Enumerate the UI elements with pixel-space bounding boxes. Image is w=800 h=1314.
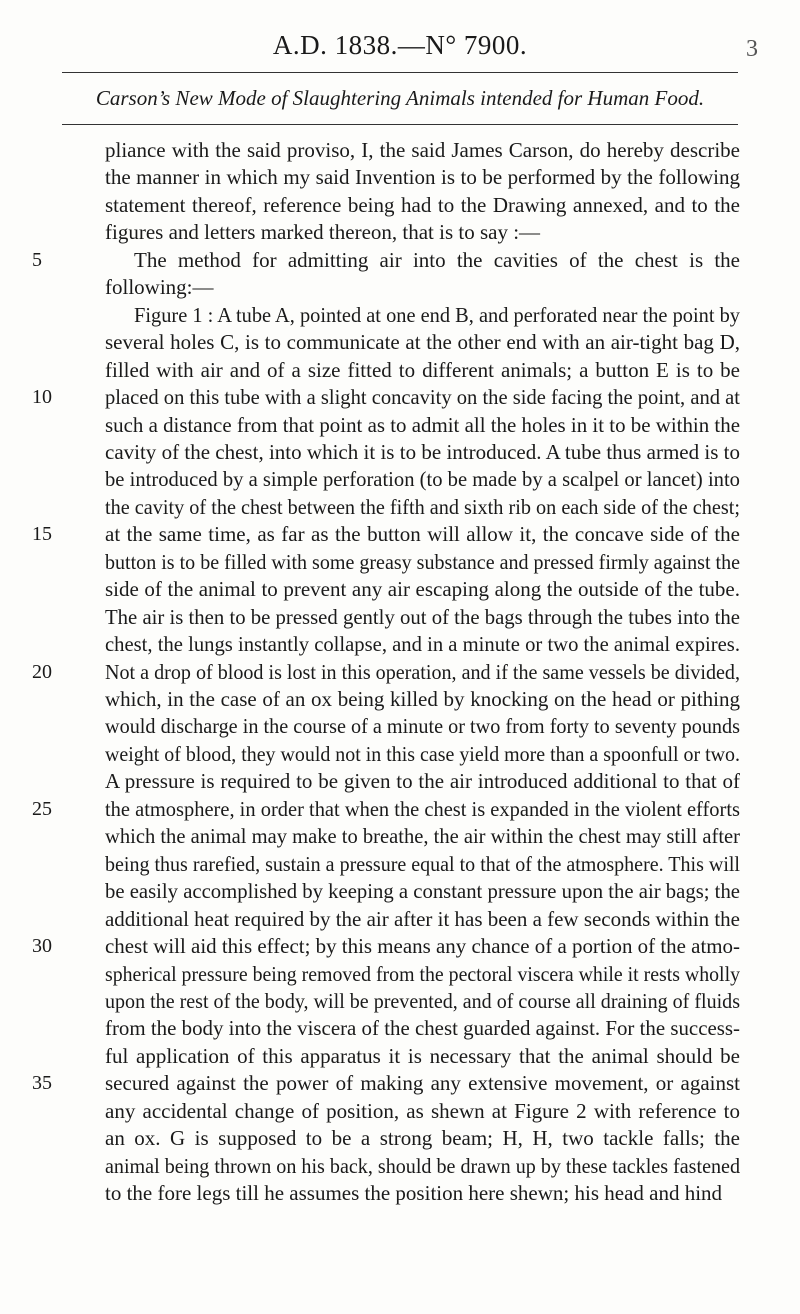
text-line (0, 549, 800, 576)
line-text: side of the animal to prevent any air escaping along the outside of the tube. (105, 577, 740, 602)
text-line (0, 796, 800, 823)
line-number: 5 (32, 248, 42, 271)
text-line (0, 466, 800, 493)
text-line (0, 247, 800, 274)
text-line (0, 1180, 800, 1207)
text-line (0, 219, 800, 246)
line-text: pliance with the said proviso, I, the said James Carson, do hereby describe (105, 138, 740, 162)
text-line (0, 878, 800, 905)
text-line (0, 302, 800, 329)
line-text: being thus rarefied, sustain a pressure equal to that of the atmosphere. This will (105, 851, 740, 876)
line-text: button is to be filled with some greasy substance and pressed firmly against the (105, 549, 740, 574)
text-line (0, 1015, 800, 1042)
line-text: Figure 1 : A tube A, pointed at one end B, and perforated near the point by (134, 302, 740, 327)
header-rule (62, 72, 738, 73)
line-number: 10 (32, 386, 52, 409)
line-text: such a distance from that point as to admit all the holes in it to be within the (105, 412, 740, 437)
line-text: A pressure is required to be given to the air introduced additional to that of (105, 769, 740, 794)
line-text: the manner in which my said Invention is to be performed by the following (105, 165, 740, 190)
text-line (0, 906, 800, 933)
text-line (0, 439, 800, 466)
page-title: A.D. 1838.—N° 7900. (272, 30, 528, 60)
line-text: animal being thrown on his back, should be drawn up by these tackles fastened (105, 1153, 740, 1178)
line-text: several holes C, is to communicate at the other end with an air-tight bag D, (105, 330, 740, 355)
text-line (0, 933, 800, 960)
text-line (0, 659, 800, 686)
line-text: The air is then to be pressed gently out of the bags through the tubes into the (105, 604, 740, 629)
text-line (0, 604, 800, 631)
text-line (0, 1070, 800, 1097)
line-number: 15 (32, 523, 52, 546)
page-header (0, 30, 800, 70)
line-text: statement thereof, reference being had to the Drawing annexed, and to the (105, 192, 740, 217)
text-line (0, 164, 800, 191)
text-line (0, 192, 800, 219)
line-text: Not a drop of blood is lost in this operation, and if the same vessels be divided, (105, 659, 740, 684)
text-line (0, 1098, 800, 1125)
running-subtitle: Carson’s New Mode of Slaughtering Animals intended for Human Food. (95, 86, 705, 110)
text-line (0, 823, 800, 850)
line-text: which, in the case of an ox being killed by knocking on the head or pithing (105, 687, 740, 711)
text-line (0, 576, 800, 603)
line-text: cavity of the chest, into which it is to be introduced. A tube thus armed is to (105, 439, 740, 464)
line-number: 35 (32, 1072, 52, 1095)
line-number: 30 (32, 935, 52, 958)
line-text: which the animal may make to breathe, the air within the chest may still after (105, 824, 740, 849)
line-text: an ox. G is supposed to be a strong beam; H, H, two tackle falls; the (105, 1126, 740, 1151)
text-line (0, 274, 800, 301)
text-line (0, 1153, 800, 1180)
text-line (0, 686, 800, 713)
line-text: to the fore legs till he assumes the position here shewn; his head and hind (105, 1181, 723, 1206)
line-text: spherical pressure being removed from the pectoral viscera while it rests wholly (105, 961, 740, 986)
text-line (0, 713, 800, 740)
line-text: would discharge in the course of a minute or two from forty to seventy pounds (105, 714, 740, 739)
line-text: secured against the power of making any extensive movement, or against (105, 1071, 740, 1096)
subtitle-rule (62, 124, 738, 125)
text-line (0, 961, 800, 988)
line-text: be introduced by a simple perforation (to be made by a scalpel or lancet) into (105, 467, 740, 492)
line-text: the cavity of the chest between the fifth and sixth rib on each side of the chest; (105, 494, 740, 519)
line-text: be easily accomplished by keeping a constant pressure upon the air bags; the (105, 879, 740, 904)
line-text: filled with air and of a size fitted to different animals; a button E is to be (105, 357, 740, 382)
text-line (0, 1043, 800, 1070)
text-line (0, 412, 800, 439)
text-line (0, 1125, 800, 1152)
text-line (0, 384, 800, 411)
text-line (0, 357, 800, 384)
line-text: any accidental change of position, as shewn at Figure 2 with reference to (105, 1098, 740, 1123)
text-line (0, 494, 800, 521)
text-line (0, 741, 800, 768)
line-number: 25 (32, 797, 52, 820)
text-line (0, 521, 800, 548)
line-text: The method for admitting air into the cavities of the chest is the (134, 247, 740, 272)
text-line (0, 988, 800, 1015)
line-text: weight of blood, they would not in this case yield more than a spoonfull or two. (105, 741, 740, 766)
line-text: ful application of this apparatus it is necessary that the animal should be (105, 1043, 740, 1068)
text-line (0, 329, 800, 356)
line-text: figures and letters marked thereon, that is to say :— (105, 220, 541, 245)
line-number: 20 (32, 660, 52, 683)
line-text: additional heat required by the air after it has been a few seconds within the (105, 906, 740, 931)
text-line (0, 137, 800, 164)
line-text: following:— (105, 275, 214, 300)
line-text: chest, the lungs instantly collapse, and in a minute or two the animal expires. (105, 632, 740, 657)
line-text: upon the rest of the body, will be prevented, and of course all draining of fluids (105, 988, 740, 1013)
line-text: placed on this tube with a slight concavity on the side facing the point, and at (105, 385, 740, 410)
text-line (0, 631, 800, 658)
page-number: 3 (746, 36, 758, 62)
line-text: at the same time, as far as the button will allow it, the concave side of the (105, 522, 740, 547)
line-text: the atmosphere, in order that when the chest is expanded in the violent efforts (105, 796, 740, 821)
text-line (0, 768, 800, 795)
line-text: chest will aid this effect; by this means any chance of a portion of the atmo- (105, 934, 740, 959)
line-text: from the body into the viscera of the chest guarded against. For the success- (105, 1016, 740, 1041)
text-line (0, 851, 800, 878)
